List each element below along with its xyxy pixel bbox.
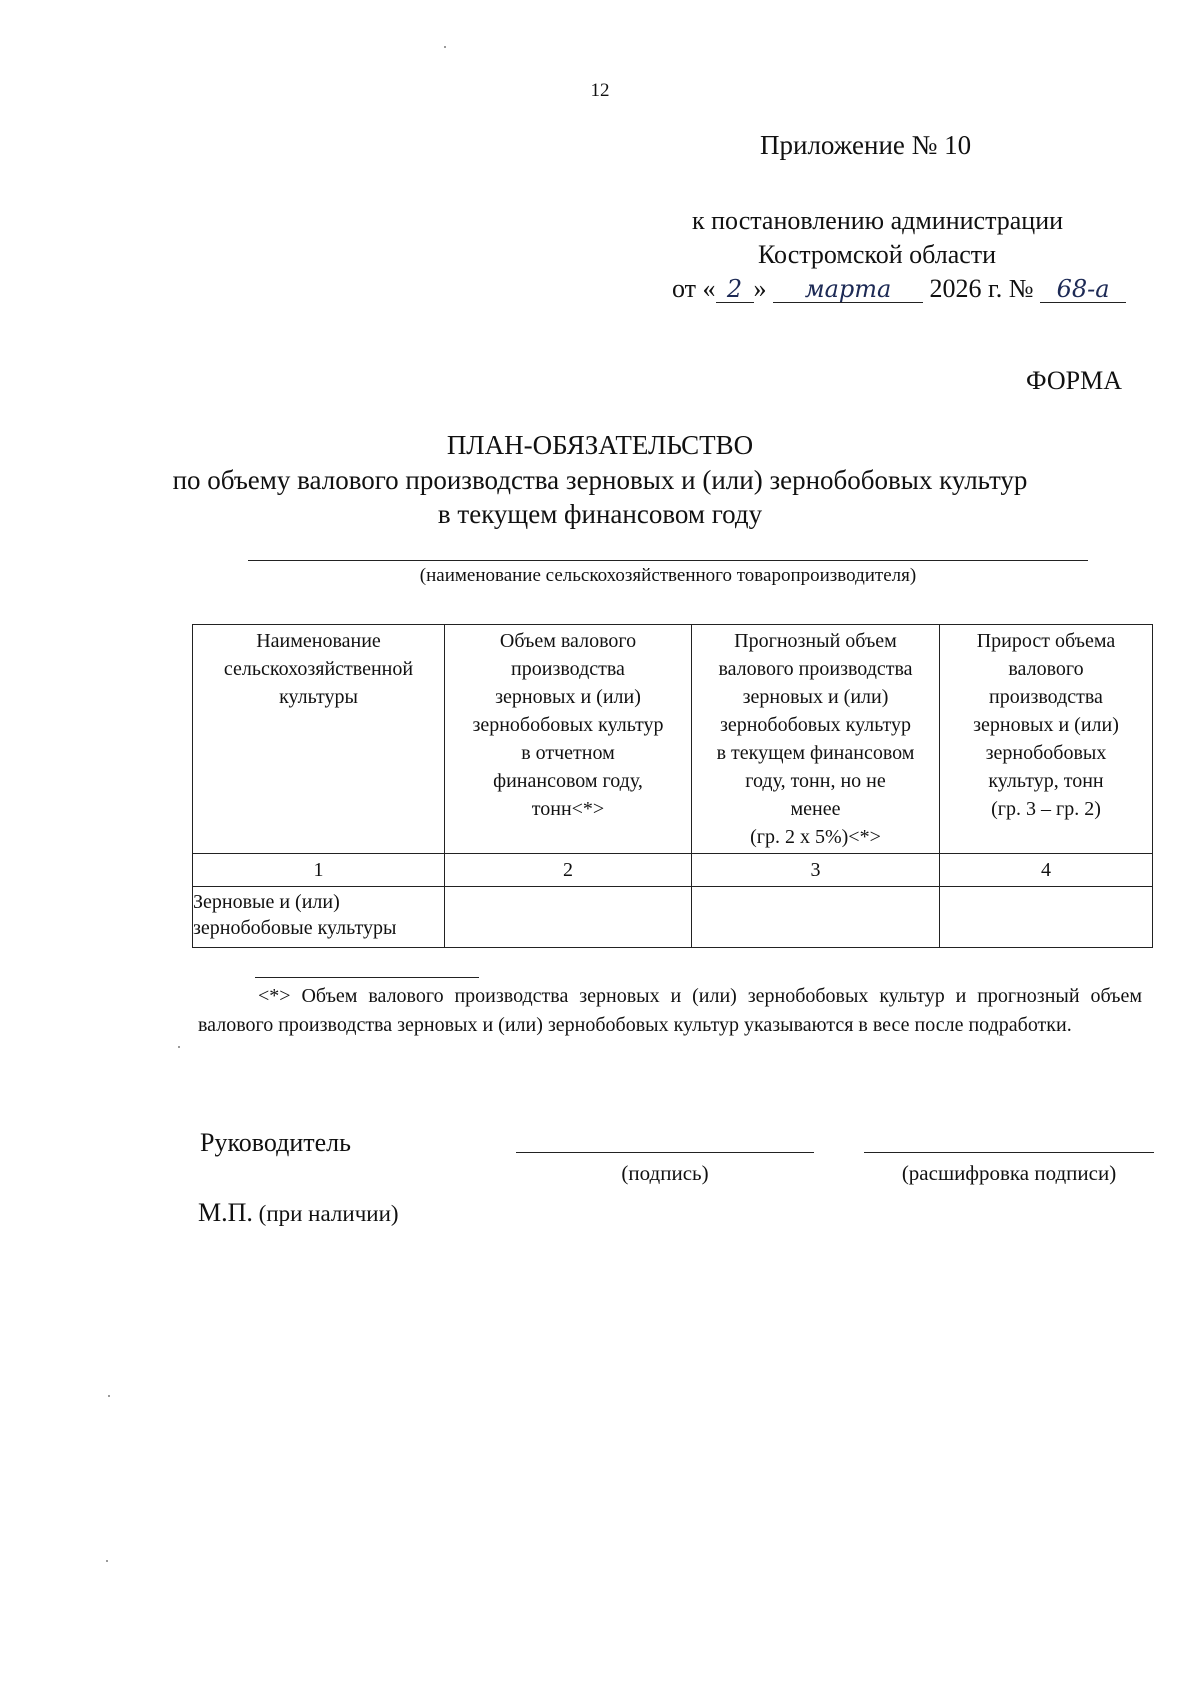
scan-speck <box>108 1395 110 1397</box>
header-volume-increase: Прирост объема валового производства зерновых и (или) зернобобовых культур, тонн (гр. 3 – гр. 2) <box>940 625 1153 854</box>
appendix-title: Приложение № 10 <box>760 130 972 160</box>
volume-increase-cell[interactable] <box>940 887 1153 948</box>
column-number: 2 <box>445 854 692 887</box>
plan-table <box>192 624 1153 948</box>
stamp-abbreviation: М.П. <box>198 1198 253 1227</box>
signature-line[interactable] <box>516 1152 814 1153</box>
producer-name-line <box>248 560 1088 561</box>
form-label: ФОРМА <box>1026 366 1122 395</box>
reported-volume-cell[interactable] <box>445 887 692 948</box>
signatory-title: Руководитель <box>200 1128 351 1157</box>
decree-reference-line2: Костромской области <box>758 240 997 269</box>
handwritten-month: марта <box>773 277 923 303</box>
signature-decoding-caption: (расшифровка подписи) <box>901 1161 1117 1185</box>
decree-year-number: 2026 г. № <box>929 274 1034 303</box>
scan-speck <box>444 46 446 48</box>
signature-decoding-line[interactable] <box>864 1152 1154 1153</box>
page-number: 12 <box>590 80 610 101</box>
document-title: ПЛАН-ОБЯЗАТЕЛЬСТВО <box>446 430 754 460</box>
document-subtitle-line2: в текущем финансовом году <box>437 499 763 529</box>
handwritten-day: 2 <box>716 277 754 303</box>
column-number-row <box>193 854 1153 887</box>
producer-name-caption: (наименование сельскохозяйственного товаропроизводителя) <box>419 565 917 586</box>
decree-date-line <box>672 274 1126 304</box>
column-number: 3 <box>692 854 940 887</box>
document-subtitle-line1: по объему валового производства зерновых и (или) зернобобовых культур <box>172 465 1028 495</box>
table-row <box>193 887 1153 948</box>
signature-caption: (подпись) <box>621 1161 709 1185</box>
stamp-place <box>198 1198 399 1228</box>
crop-name-cell: Зерновые и (или) зернобобовые культуры <box>193 887 445 948</box>
handwritten-decree-number: 68-а <box>1040 277 1126 303</box>
header-forecast-volume: Прогнозный объем валового производства зерновых и (или) зернобобовых культур в текущем финансовом году, тонн, но не менее (гр. 2 х 5%)<*> <box>692 625 940 854</box>
scan-speck <box>178 1046 180 1048</box>
date-prefix: от « <box>672 274 716 303</box>
forecast-volume-cell[interactable] <box>692 887 940 948</box>
table-header-row <box>193 625 1153 854</box>
column-number: 4 <box>940 854 1153 887</box>
decree-reference-line1: к постановлению администрации <box>692 206 1064 235</box>
footnote-separator <box>255 977 479 978</box>
header-crop-name: Наименование сельскохозяйственной культуры <box>193 625 445 854</box>
footnote-text: <*> Объем валового производства зерновых и (или) зернобобовых культур и прогнозный объем валового производства зерновых и (или) зернобобовых культур указываются в весе после подработки. <box>198 985 1142 1036</box>
date-quote-close: » <box>753 274 767 303</box>
header-reported-volume: Объем валового производства зерновых и (или) зернобобовых культур в отчетном финансовом году, тонн<*> <box>445 625 692 854</box>
stamp-note: (при наличии) <box>258 1201 399 1226</box>
scan-speck <box>106 1560 108 1562</box>
column-number: 1 <box>193 854 445 887</box>
